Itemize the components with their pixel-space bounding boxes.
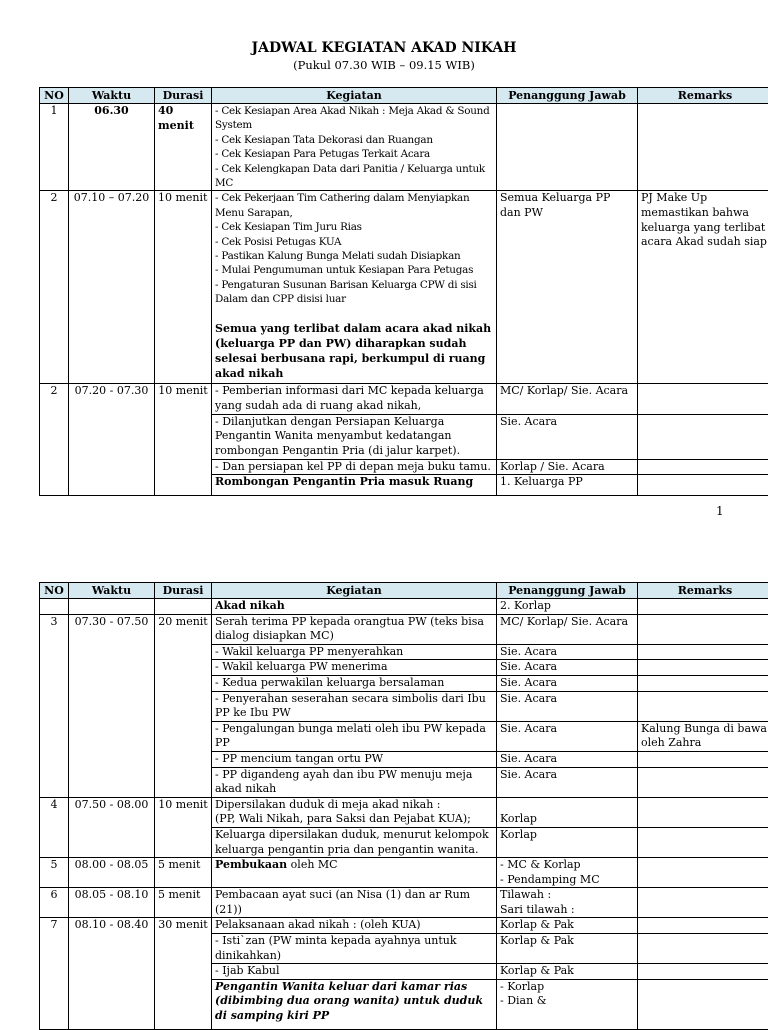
activity-line: - Cek Posisi Petugas KUA: [215, 235, 493, 249]
row-duration: 10 menit: [155, 384, 212, 496]
activity-line: - Cek Kesiapan Para Petugas Terkait Acara: [215, 147, 493, 161]
header-penanggung-jawab: Penanggung Jawab: [497, 583, 638, 599]
row-time: 07.20 - 07.30: [69, 384, 155, 496]
header-waktu: Waktu: [69, 583, 155, 599]
row-duration: 5 menit: [155, 858, 212, 888]
row-pj: Korlap & Pak: [497, 964, 638, 980]
row-duration: 5 menit: [155, 888, 212, 918]
table-header-row: [40, 88, 768, 104]
row-activity: - Kedua perwakilan keluarga bersalaman: [212, 675, 497, 691]
row-activity: - Dan persiapan kel PP di depan meja buku tamu.: [212, 459, 497, 475]
row-pj: Sie. Acara: [497, 721, 638, 751]
activity-line: - Cek Kesiapan Tim Juru Rias: [215, 220, 493, 234]
row-time: 08.00 - 08.05: [69, 858, 155, 888]
row-remarks: [638, 644, 768, 660]
pj-line: Tilawah :: [500, 888, 634, 903]
row-activity: - Pengalungan bunga melati oleh ibu PW kepada PP: [212, 721, 497, 751]
row-pj: 2. Korlap: [497, 599, 638, 615]
row-time: 08.05 - 08.10: [69, 888, 155, 918]
table-row: [40, 104, 768, 191]
row-remarks: [638, 660, 768, 676]
row-activity: Pembacaan ayat suci (an Nisa (1) dan ar Rum (21)): [212, 888, 497, 918]
row-time: 07.50 - 08.00: [69, 797, 155, 857]
header-waktu: Waktu: [69, 88, 155, 104]
activity-line: - Pastikan Kalung Bunga Melati sudah Disiapkan: [215, 249, 493, 263]
pj-line: - Pendamping MC: [500, 873, 634, 888]
row-pj: Sie. Acara: [497, 767, 638, 797]
row-remarks: [638, 767, 768, 797]
row-duration: 10 menit: [155, 191, 212, 384]
row-time: 08.10 - 08.40: [69, 918, 155, 1029]
row-activity: - PP mencium tangan ortu PW: [212, 751, 497, 767]
row-activity: - Penyerahan seserahan secara simbolis dari Ibu PP ke Ibu PW: [212, 691, 497, 721]
row-pj: Korlap & Pak: [497, 918, 638, 934]
header-durasi: Durasi: [155, 583, 212, 599]
row-pj: Semua Keluarga PP dan PW: [497, 191, 638, 384]
row-time: 07.10 – 07.20: [69, 191, 155, 384]
pj-line: Sari tilawah :: [500, 903, 634, 918]
row-remarks: [638, 797, 768, 827]
activity-line: - Pengaturan Susunan Barisan Keluarga CPW di sisi Dalam dan CPP disisi luar: [215, 278, 493, 307]
row-remarks: [638, 888, 768, 918]
activity-rest: oleh MC: [287, 858, 337, 871]
table-row: [40, 888, 768, 918]
row-activity: Keluarga dipersilakan duduk, menurut kelompok keluarga pengantin pria dan pengantin wanita.: [212, 827, 497, 857]
row-activity: - Dilanjutkan dengan Persiapan Keluarga Pengantin Wanita menyambut kedatangan rombongan Pengantin Pria (di jalur karpet).: [212, 414, 497, 459]
row-duration: 10 menit: [155, 797, 212, 857]
row-activity: [212, 191, 497, 384]
schedule-table-page-1: [39, 87, 768, 496]
pj-line: Korlap: [500, 812, 634, 827]
row-remarks: [638, 858, 768, 888]
row-remarks: [638, 384, 768, 414]
row-remarks: [638, 691, 768, 721]
table-row: [40, 614, 768, 644]
row-activity: - Wakil keluarga PP menyerahkan: [212, 644, 497, 660]
table-row: [40, 599, 768, 615]
row-remarks: [638, 475, 768, 496]
row-pj: Sie. Acara: [497, 675, 638, 691]
header-kegiatan: Kegiatan: [212, 583, 497, 599]
row-activity: - PP digandeng ayah dan ibu PW menuju meja akad nikah: [212, 767, 497, 797]
activity-line: - Cek Kesiapan Tata Dekorasi dan Ruangan: [215, 133, 493, 147]
row-time: [69, 599, 155, 615]
row-pj: 1. Keluarga PP: [497, 475, 638, 496]
activity-line: Dipersilakan duduk di meja akad nikah :: [215, 798, 493, 813]
row-duration: 20 menit: [155, 614, 212, 797]
row-remarks: Kalung Bunga di bawa oleh Zahra: [638, 721, 768, 751]
pj-line: - Dian &: [500, 994, 634, 1009]
row-pj: [497, 104, 638, 191]
row-activity: - Wakil keluarga PW menerima: [212, 660, 497, 676]
row-pj: Sie. Acara: [497, 660, 638, 676]
activity-bold: Pembukaan: [215, 858, 287, 871]
row-remarks: [638, 675, 768, 691]
table-row: [40, 384, 768, 414]
row-remarks: [638, 459, 768, 475]
document-subtitle: (Pukul 07.30 WIB – 09.15 WIB): [0, 58, 768, 72]
table-row: [40, 191, 768, 384]
row-no: 5: [40, 858, 69, 888]
row-no: 2: [40, 191, 69, 384]
row-activity: Pelaksanaan akad nikah : (oleh KUA): [212, 918, 497, 934]
activity-line: (PP, Wali Nikah, para Saksi dan Pejabat KUA);: [215, 812, 493, 827]
row-remarks: [638, 827, 768, 857]
row-duration: 40 menit: [155, 104, 212, 191]
header-no: NO: [40, 583, 69, 599]
row-pj: [497, 858, 638, 888]
row-activity: Serah terima PP kepada orangtua PW (teks bisa dialog disiapkan MC): [212, 614, 497, 644]
row-remarks: [638, 934, 768, 964]
header-durasi: Durasi: [155, 88, 212, 104]
row-remarks: [638, 599, 768, 615]
row-pj: Korlap: [497, 827, 638, 857]
row-no: 6: [40, 888, 69, 918]
document-title: JADWAL KEGIATAN AKAD NIKAH: [0, 40, 768, 56]
row-remarks: [638, 414, 768, 459]
schedule-table-page-2: [39, 582, 768, 1030]
pj-line: - Korlap: [500, 980, 634, 995]
table-row: [40, 858, 768, 888]
row-activity: - Isti`zan (PW minta kepada ayahnya untuk dinikahkan): [212, 934, 497, 964]
row-activity: [212, 104, 497, 191]
header-remarks: Remarks: [638, 583, 768, 599]
header-remarks: Remarks: [638, 88, 768, 104]
row-remarks: [638, 751, 768, 767]
activity-line: - Cek Pekerjaan Tim Cathering dalam Menyiapkan Menu Sarapan,: [215, 191, 493, 220]
row-duration: 30 menit: [155, 918, 212, 1029]
row-pj: [497, 888, 638, 918]
row-pj: Sie. Acara: [497, 414, 638, 459]
table-row: [40, 797, 768, 827]
table-row: [40, 918, 768, 934]
row-activity: [212, 858, 497, 888]
row-no: 1: [40, 104, 69, 191]
header-no: NO: [40, 88, 69, 104]
row-no: 2: [40, 384, 69, 496]
row-activity: Rombongan Pengantin Pria masuk Ruang: [212, 475, 497, 496]
row-pj: MC/ Korlap/ Sie. Acara: [497, 384, 638, 414]
row-remarks: PJ Make Up memastikan bahwa keluarga yang terlibat acara Akad sudah siap: [638, 191, 768, 384]
page-number: 1: [716, 504, 724, 518]
row-remarks: [638, 918, 768, 934]
activity-line: - Cek Kelengkapan Data dari Panitia / Keluarga untuk MC: [215, 162, 493, 191]
activity-line: - Mulai Pengumuman untuk Kesiapan Para Petugas: [215, 263, 493, 277]
row-pj: Sie. Acara: [497, 691, 638, 721]
row-remarks: [638, 104, 768, 191]
row-pj: Korlap / Sie. Acara: [497, 459, 638, 475]
activity-note: Semua yang terlibat dalam acara akad nikah (keluarga PP dan PW) diharapkan sudah selesai berbusana rapi, berkumpul di ruang akad nikah: [215, 321, 493, 381]
header-penanggung-jawab: Penanggung Jawab: [497, 88, 638, 104]
row-no: 3: [40, 614, 69, 797]
row-pj: [497, 797, 638, 827]
row-remarks: [638, 614, 768, 644]
row-pj: Sie. Acara: [497, 751, 638, 767]
row-duration: [155, 599, 212, 615]
table-header-row: [40, 583, 768, 599]
row-pj: Sie. Acara: [497, 644, 638, 660]
activity-line: - Cek Kesiapan Area Akad Nikah : Meja Akad & Sound System: [215, 104, 493, 133]
header-kegiatan: Kegiatan: [212, 88, 497, 104]
row-time: 07.30 - 07.50: [69, 614, 155, 797]
row-activity: - Ijab Kabul: [212, 964, 497, 980]
pj-line: - MC & Korlap: [500, 858, 634, 873]
row-remarks: [638, 979, 768, 1029]
row-no: [40, 599, 69, 615]
row-time: 06.30: [69, 104, 155, 191]
row-activity: Akad nikah: [212, 599, 497, 615]
row-activity: Pengantin Wanita keluar dari kamar rias (dibimbing dua orang wanita) untuk duduk di samping kiri PP: [212, 979, 497, 1029]
row-no: 7: [40, 918, 69, 1029]
row-activity: - Pemberian informasi dari MC kepada keluarga yang sudah ada di ruang akad nikah,: [212, 384, 497, 414]
row-activity: [212, 797, 497, 827]
row-pj: Korlap & Pak: [497, 934, 638, 964]
row-pj: [497, 979, 638, 1029]
row-no: 4: [40, 797, 69, 857]
row-remarks: [638, 964, 768, 980]
row-pj: MC/ Korlap/ Sie. Acara: [497, 614, 638, 644]
